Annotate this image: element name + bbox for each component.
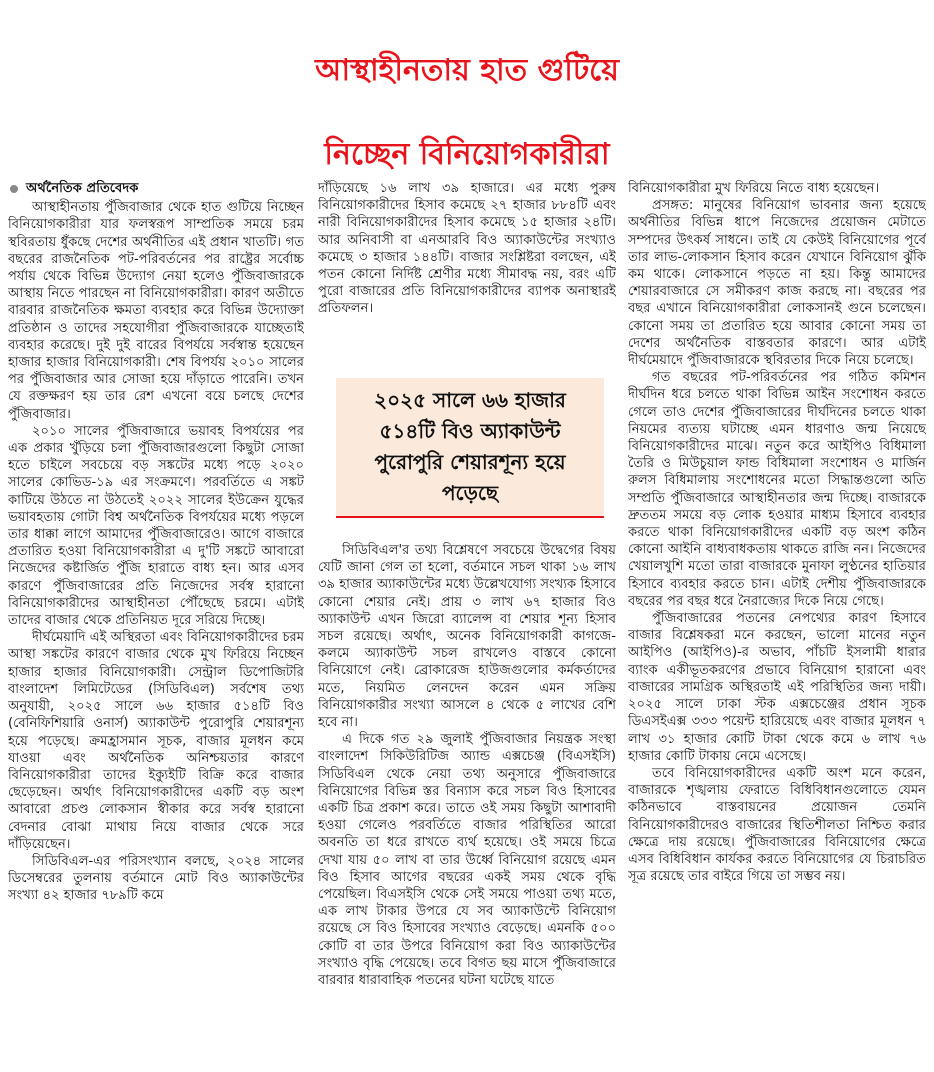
byline-text: অর্থনৈতিক প্রতিবেদক [26, 181, 139, 196]
pull-quote [336, 378, 604, 518]
paragraph: প্রসঙ্গত: মানুষের বিনিয়োগ ভাবনার জন্য হয়েছে অর্থনীতির বিভিন্ন ধাপে নিজেদের প্রয়োজন মেটাতে সম্পদের উৎকর্ষ সাধনে। তাই যে কেউই বিনিয়োগের পূর্বে তার লাভ-লোকসান হিসাব করেন যেখানে বিনিয়োগ ঝুঁকি কম থাকে। লোকসানে পড়তে না হয়। কিন্তু আমাদের শেয়ারবাজারে সে সমীকরণ কাজ করছে না। বছরের পর বছর এখানে বিনিয়োগকারীরা লোকসানই গুনে চলেছেন। কোনো সময় তা প্রতারিত হয়ে আবার কোনো সময় তা দেশের অর্থনৈতিক বাস্তবতার কারণে। আর এটাই দীর্ঘমেয়াদে পুঁজিবাজারকে স্থবিরতার দিকে নিয়ে চলেছে। [628, 198, 926, 369]
column-2-bottom [318, 542, 616, 1070]
headline-line-1: আস্থাহীনতায় হাত গুটিয়ে [315, 53, 619, 89]
paragraph: ২০১০ সালের পুঁজিবাজারে ভয়াবহ বিপর্যয়ের পর এক প্রকার খুঁড়িয়ে চলা পুঁজিবাজারগুলো কিছুটা সোজা হতে চাইলে সবচেয়ে বড় সঙ্কটের মধ্যে পড়ে ২০২০ সালের কোভিড-১৯ এর সংক্রমণে। পরবর্তিতে এ সঙ্কট কাটিয়ে উঠতে না উঠতেই ২০২২ সালের ইউক্রেন যুদ্ধের ভয়াবহতায় গোটা বিশ্ব অর্থনৈতিক বিপর্যয়ের মধ্যে পড়লে তার ধাক্কা লাগে আমাদের পুঁজিবাজারেও। আগে বাজারে প্রতারিত হওয়া বিনিয়োগকারীরা এ দু'টি সঙ্কটে আবারো নিজেদের কষ্টার্জিত পুঁজি হারাতে বাধ্য হন। আর এসব কারণে পুঁজিবাজারের প্রতি নিজেদের সর্বস্ব হারানো বিনিয়োগকারীদের আস্থাহীনতা পৌঁছেছে চরমে। এটাই তাদের বাজার থেকে প্রতিনিয়ত দূরে সরিয়ে দিচ্ছে। [8, 423, 304, 629]
headline-line-2: নিচ্ছেন বিনিয়োগকারীরা [324, 137, 610, 173]
column-1 [8, 180, 304, 1070]
bullet-icon [10, 185, 18, 193]
paragraph: বিনিয়োগকারীরা মুখ ফিরিয়ে নিতে বাধ্য হয়েছেন। [628, 181, 880, 196]
headline [0, 29, 934, 197]
column-2-top [318, 180, 616, 348]
paragraph: সিডিবিএল'র তথ্য বিশ্লেষণে সবচেয়ে উদ্বেগের বিষয় যেটি জানা গেল তা হলো, বর্তমানে সচল থাকা ১৬ লাখ ৩৯ হাজার অ্যাকাউন্টের মধ্যে উল্লেখযোগ্য সংখ্যক হিসাবে কোনো শেয়ার নেই। প্রায় ৩ লাখ ৬৭ হাজার বিও অ্যাকাউন্ট এখন জিরো ব্যালেন্স বা শেয়ার শূন্য হিসাব সচল রয়েছে। অর্থাৎ, অনেক বিনিয়োগকারী কাগজে-কলমে অ্যাকাউন্ট সচল রাখলেও বাস্তবে কোনো বিনিয়োগে নেই। ব্রোকারেজ হাউজগুলোর কর্মকর্তাদের মতে, নিয়মিত লেনদেন করেন এমন সক্রিয় বিনিয়োগকারীর সংখ্যা আসলে ৪ থেকে ৫ লাখের বেশি হবে না। [318, 543, 616, 731]
paragraph: আস্থাহীনতায় পুঁজিবাজার থেকে হাত গুটিয়ে নিচ্ছেন বিনিয়োগকারীরা যার ফলস্বরূপ সাম্প্রতিক সময়ে চরম স্থবিরতায় ধুঁকছে দেশের অর্থনীতির এই প্রধান খাতটি। গত বছরের রাজনৈতিক পট-পরিবর্তনের পর রাষ্ট্রের সর্বোচ্চ পর্যায় থেকে বিভিন্ন উদ্যোগ নেয়া হলেও পুঁজিবাজারকে আস্থায় নিতে পারছেন না বিনিয়োগকারীরা। কারণ অতীতে বারবার রাজনৈতিক ক্ষমতা ব্যবহার করে বিভিন্ন উদ্যোক্তা প্রতিষ্ঠান ও তাদের সহযোগীরা পুঁজিবাজারকে যাচ্ছেতাই ব্যবহার করেছে। দুই দুই বারের বিপর্যয়ে সর্বস্বান্ত হয়েছেন হাজার হাজার বিনিয়োগকারী। শেষ বিপর্যয় ২০১০ সালের পর পুঁজিবাজার আর সোজা হয়ে দাঁড়াতে পারেনি। তখন যে রক্তক্ষরণ হয় তার রেশ এখনো বয়ে চলছে দেশের পুঁজিবাজার। [8, 200, 304, 422]
paragraph: সিডিবিএল-এর পরিসংখ্যান বলছে, ২০২৪ সালের ডিসেম্বরের তুলনায় বর্তমানে মোট বিও অ্যাকাউন্টের সংখ্যা ৪২ হাজার ৭৮৯টি কমে [8, 853, 304, 904]
paragraph: তবে বিনিয়োগকারীদের একটি অংশ মনে করেন, বাজারকে শৃঙ্খলায় ফেরাতে বিধিবিধানগুলোতে যেমন কঠিনভাবে বাস্তবায়নের প্রয়োজন তেমনি বিনিয়োগকারীদেরও বাজারের স্থিতিশীলতা নিশ্চিত করার ক্ষেত্রে দায় রয়েছে। পুঁজিবাজারের বিনিয়োগের ক্ষেত্রে এসব বিধিবিধান কার্যকর করতে বিনিয়োগের যে চিরাচরিত সূত্র রয়েছে তার বাইরে গিয়ে তা সম্ভব নয়। [628, 765, 926, 885]
pull-quote-text: ২০২৫ সালে ৬৬ হাজার ৫১৪টি বিও অ্যাকাউন্ট পুরোপুরি শেয়ারশূন্য হয়ে পড়েছে [374, 388, 566, 505]
paragraph: এ দিকে গত ২৯ জুলাই পুঁজিবাজার নিয়ন্ত্রক সংস্থা বাংলাদেশ সিকিউরিটিজ অ্যান্ড এক্সচেঞ্জ (বিএসইসি) সিডিবিএল থেকে নেয়া তথ্য অনুসারে পুঁজিবাজারে বিনিয়োগের বিভিন্ন স্তর বিন্যাস করে সচল বিও হিসাবের একটি চিত্র প্রকাশ করে। তাতে ওই সময় কিছুটা আশাবাদী হওয়া গেলেও পরবর্তিতে বাজার পরিস্থিতির আরো অবনতি তা ধরে রাখতে ব্যর্থ হয়েছে। ওই সময়ে চিত্রে দেখা যায় ৫০ লাখ বা তার উর্ধ্বে বিনিয়োগ রয়েছে এমন বিও হিসাব আগের বছরের একই সময় থেকে বৃদ্ধি পেয়েছিল। বিএসইসি থেকে সেই সময়ে পাওয়া তথ্য মতে, এক লাখ টাকার উপরে যে সব অ্যাকাউন্টে বিনিয়োগ রয়েছে সে বিও হিসাবের সংখ্যাও বেড়েছে। এমনকি ৫০০ কোটি বা তার উপরে বিনিয়োগ করা বিও অ্যাকাউন্টের সংখ্যাও বৃদ্ধি পেয়েছে। তবে বিগত ছয় মাসে পুঁজিবাজারে বারবার ধারাবাহিক পতনের ঘটনা ঘটেছে যাতে [318, 732, 616, 989]
column-3 [628, 180, 926, 1070]
paragraph: দাঁড়িয়েছে ১৬ লাখ ৩৯ হাজারে। এর মধ্যে পুরুষ বিনিয়োগকারীদের হিসাব কমেছে ২৭ হাজার ৮৮৪টি এবং নারী বিনিয়োগকারীদের হিসাব কমেছে ১৫ হাজার ২৪টি। আর অনিবাসী বা এনআরবি বিও অ্যাকাউন্টের সংখ্যাও কমেছে ৩ হাজার ১৪৪টি। বাজার সংশ্লিষ্টরা বলছেন, এই পতন কোনো নির্দিষ্ট শ্রেণীর মধ্যে সীমাবদ্ধ নয়, বরং এটি পুরো বাজারের প্রতি বিনিয়োগকারীদের ব্যাপক অনাস্থারই প্রতিফলন। [318, 181, 616, 317]
paragraph: গত বছরের পট-পরিবর্তনের পর গঠিত কমিশন দীর্ঘদিন ধরে চলতে থাকা বিভিন্ন আইন সংশোধন করতে গেলে তাও দেশের পুঁজিবাজারের দীর্ঘদিনের চলতে থাকা নিয়মের ব্যত্যয় ঘটাচ্ছে এমন ধারণাও জন্ম নিয়েছে বিনিয়োগকারীদের মাঝে। নতুন করে আইপিও বিধিমালা তৈরি ও মিউচুয়াল ফান্ড বিধিমালা সংশোধন ও মার্জিন রুলস বিধিমালায় সংশোধনের মতো সিদ্ধান্তগুলো অতি সম্প্রতি পুঁজিবাজারে আস্থাহীনতার জন্ম দিচ্ছে। বাজারকে দ্রুততম সময়ে বড় লোক হওয়ার মাধ্যম হিসাবে ব্যবহার করতে থাকা বিনিয়োগকারীদের একটি বড় অংশ কঠিন কোনো আইনি বাধ্যবাধকতায় থাকতে রাজি নন। নিজেদের খেয়ালখুশি মতো তারা বাজারকে মুনাফা লুণ্ঠনের হাতিয়ার হিসাবে ব্যবহার করতে চান। এটাই দেশীয় পুঁজিবাজারকে বছরের পর বছর ধরে নৈরাজ্যের দিকে নিয়ে গেছে। [628, 370, 926, 609]
paragraph: পুঁজিবাজারের পতনের নেপথ্যের কারণ হিসাবে বাজার বিশ্লেষকরা মনে করছেন, ভালো মানের নতুন আইপিও (আইপিও)-র অভাব, পাঁচটি ইসলামী ধারার ব্যাংক একীভূতকরণের প্রভাবে বিনিয়োগ হারানো এবং বাজারের সামগ্রিক অস্থিরতাই এই পরিস্থিতির জন্য দায়ী। ২০২৫ সালে ঢাকা স্টক এক্সচেঞ্জের প্রধান সূচক ডিএসইএক্স ৩৩৩ পয়েন্ট হারিয়েছে এবং বাজার মূলধন ৭ লাখ ৩১ হাজার কোটি টাকা থেকে কমে ৬ লাখ ৭৬ হাজার কোটি টাকায় নেমে এসেছে। [628, 611, 926, 764]
byline [8, 180, 304, 197]
paragraph: দীর্ঘমেয়াদি এই অস্থিরতা এবং বিনিয়োগকারীদের চরম আস্থা সঙ্কটের কারণে বাজার থেকে মুখ ফিরিয়ে নিচ্ছেন হাজার হাজার বিনিয়োগকারী। সেন্ট্রাল ডিপোজিটরি বাংলাদেশ লিমিটেডের (সিডিবিএল) সর্বশেষ তথ্য অনুযায়ী, ২০২৫ সালে ৬৬ হাজার ৫১৪টি বিও (বেনিফিশিয়ারি ওনার্স) অ্যাকাউন্ট পুরোপুরি শেয়ারশূন্য হয়ে পড়েছে। ক্রমহ্রাসমান সূচক, বাজার মূলধন কমে যাওয়া এবং অর্থনৈতিক অনিশ্চয়তার কারণে বিনিয়োগকারীরা তাদের ইক্যুইটি বিক্রি করে বাজার ছেড়েছেন। অর্থাৎ বিনিয়োগকারীদের একটি বড় অংশ আবারো প্রচণ্ড লোকসান স্বীকার করে সর্বস্ব হারানো বেদনার বোঝা মাথায় নিয়ে বাজার থেকে সরে দাঁড়িয়েছেন। [8, 630, 304, 852]
